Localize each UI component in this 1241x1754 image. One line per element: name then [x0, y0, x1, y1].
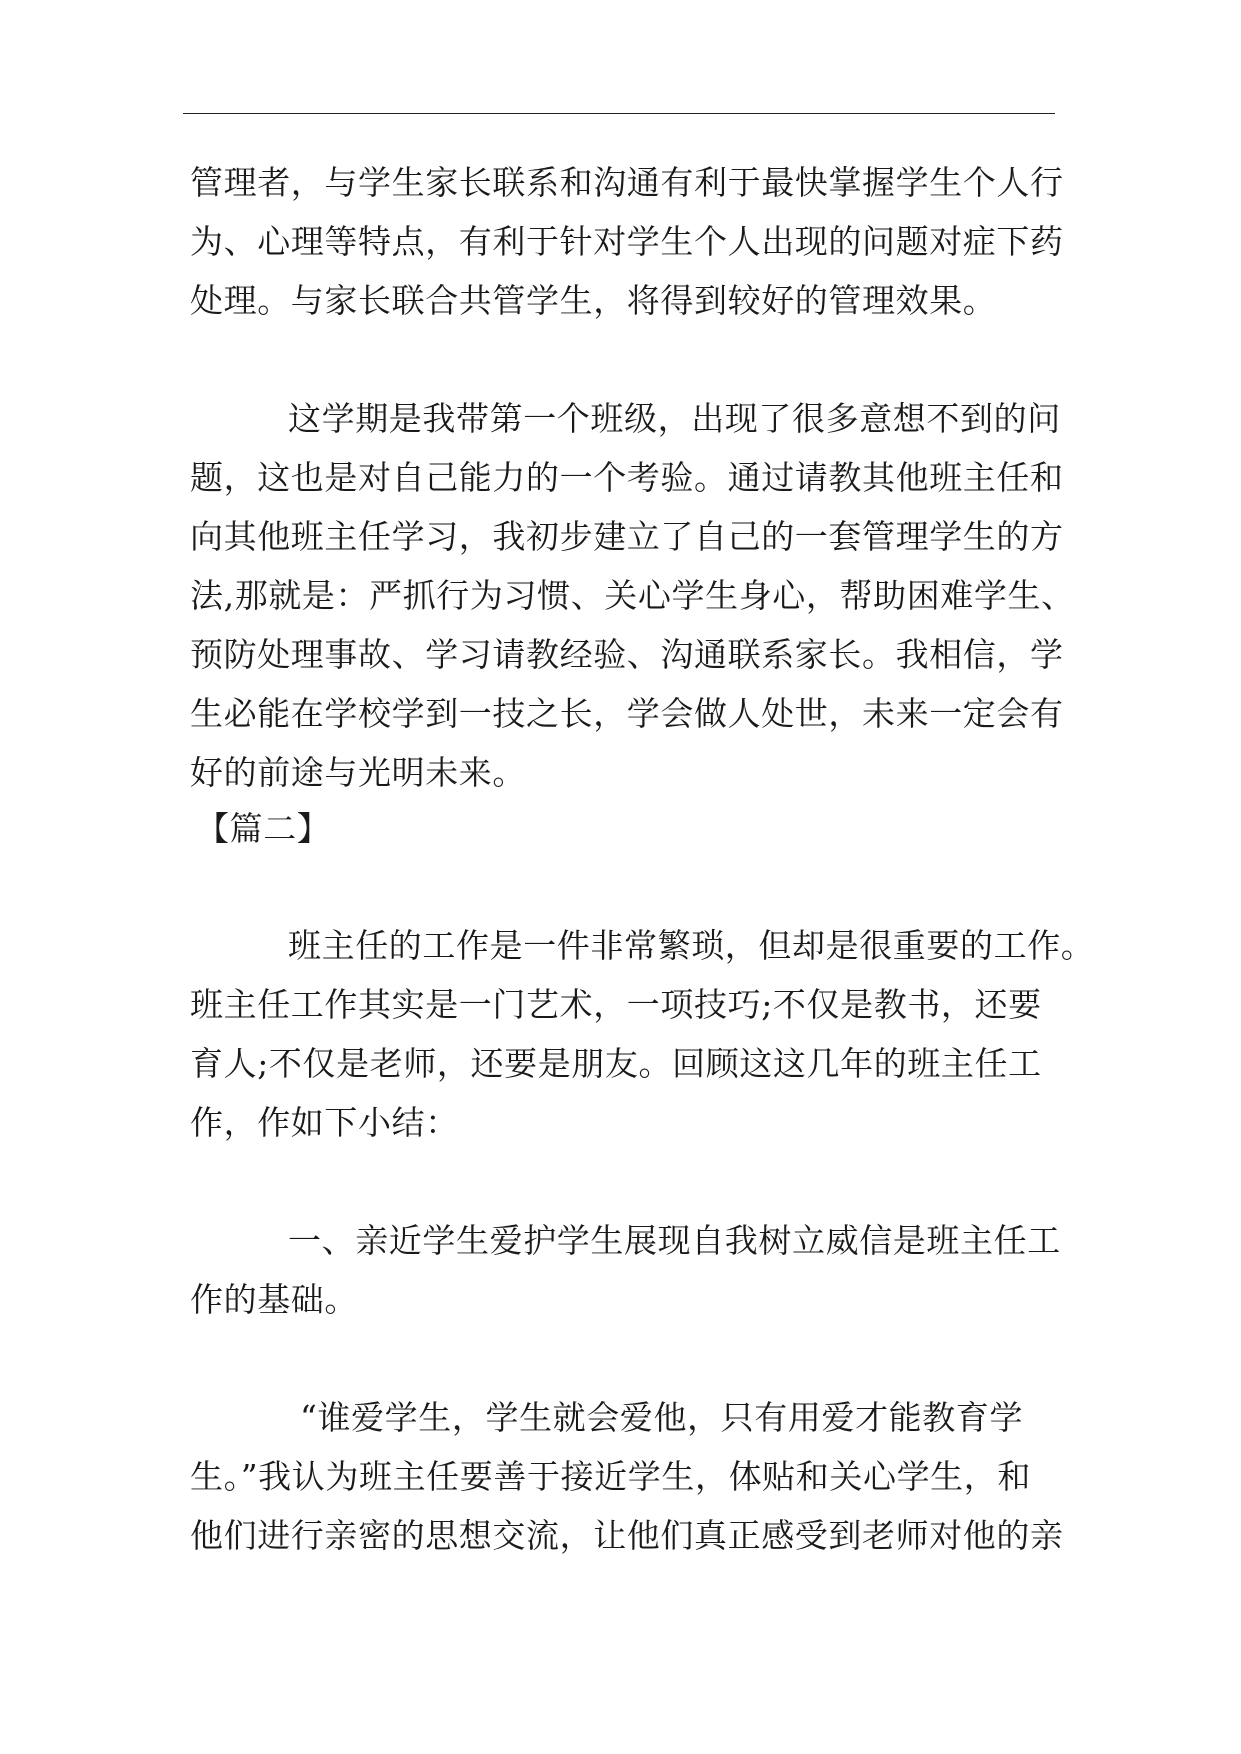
paragraph-3-line-3: 育人;不仅是老师，还要是朋友。回顾这这几年的班主任工: [190, 1044, 1042, 1083]
paragraph-2-line-5: 预防处理事故、学习请教经验、沟通联系家长。我相信，学: [190, 635, 1064, 674]
paragraph-4-line-2: 作的基础。: [190, 1280, 358, 1319]
paragraph-3-line-4: 作，作如下小结：: [190, 1103, 459, 1142]
paragraph-2-line-7: 好的前途与光明未来。: [190, 753, 526, 792]
paragraph-4-line-1: 一、亲近学生爱护学生展现自我树立威信是班主任工: [288, 1221, 1061, 1260]
paragraph-5-line-3: 他们进行亲密的思想交流，让他们真正感受到老师对他的亲: [190, 1516, 1064, 1555]
paragraph-5-line-1: “谁爱学生，学生就会爱他，只有用爱才能教育学: [300, 1398, 1024, 1437]
paragraph-1-line-2: 为、心理等特点，有利于针对学生个人出现的问题对症下药: [190, 222, 1064, 261]
paragraph-2-line-2: 题，这也是对自己能力的一个考验。通过请教其他班主任和: [190, 458, 1064, 497]
paragraph-3-line-2: 班主任工作其实是一门艺术，一项技巧;不仅是教书，还要: [190, 985, 1042, 1024]
paragraph-1-line-1: 管理者，与学生家长联系和沟通有利于最快掌握学生个人行: [190, 163, 1064, 202]
paragraph-5-line-2: 生。”我认为班主任要善于接近学生，体贴和关心学生，和: [190, 1457, 1031, 1496]
paragraph-2-line-4: 法,那就是：严抓行为习惯、关心学生身心，帮助困难学生、: [190, 576, 1075, 615]
paragraph-2-line-1: 这学期是我带第一个班级，出现了很多意想不到的问: [288, 399, 1061, 438]
section-heading: 【篇二】: [196, 809, 331, 848]
header-rule: [183, 113, 1055, 114]
paragraph-2-line-6: 生必能在学校学到一技之长，学会做人处世，未来一定会有: [190, 694, 1064, 733]
paragraph-2-line-3: 向其他班主任学习，我初步建立了自己的一套管理学生的方: [190, 517, 1064, 556]
paragraph-3-line-1: 班主任的工作是一件非常繁琐，但却是很重要的工作。: [288, 926, 1095, 965]
paragraph-1-line-3: 处理。与家长联合共管学生，将得到较好的管理效果。: [190, 281, 997, 320]
